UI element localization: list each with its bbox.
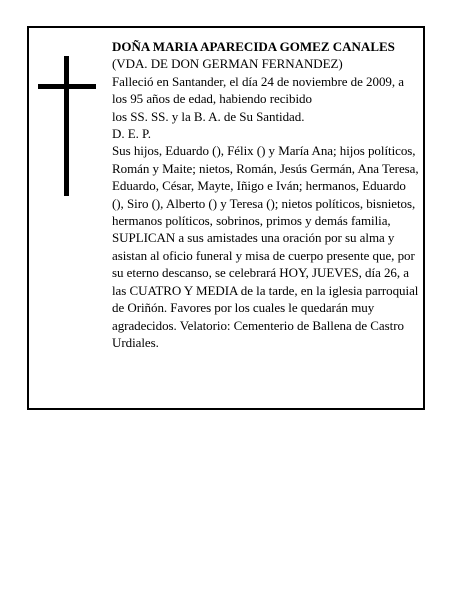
sacraments: los SS. SS. y la B. A. de Su Santidad. (112, 108, 305, 124)
cross-icon (64, 56, 69, 196)
rip: D. E. P. (112, 126, 151, 142)
cross-icon-crossbar (38, 84, 96, 89)
death-info: Falleció en Santander, el día 24 de noviembre de 2009, a los 95 años de edad, habiendo recibido (112, 73, 404, 107)
widow-of: (VDA. DE DON GERMAN FERNANDEZ) (112, 56, 343, 72)
obituary-text (112, 38, 420, 351)
family-list: Sus hijos, Eduardo (), Félix () y María Ana; hijos políticos, Román y Maite; nietos, Román, Jesús Germán, Ana Teresa, Eduardo, César, Mayte, Iñigo e Iván; hermanos, Eduardo (), Siro (), Alberto () y Teresa (); nietos políticos, bisnietos, hermanos políticos, sobrinos, primos y demás familia, (112, 143, 419, 229)
deceased-name: DOÑA MARIA APARECIDA GOMEZ CANALES (112, 39, 395, 54)
funeral-request: SUPLICAN a sus amistades una oración por su alma y asistan al oficio funeral y misa de cuerpo presente que, por su eterno descanso, se celebrará HOY, JUEVES, día 26, a las CUATRO Y MEDIA de la tarde, en la iglesia parroquial de Oriñón. Favores por los cuales le quedarán muy agradecidos. Velatorio: Cementerio de Ballena de Castro Urdiales. (112, 230, 419, 350)
